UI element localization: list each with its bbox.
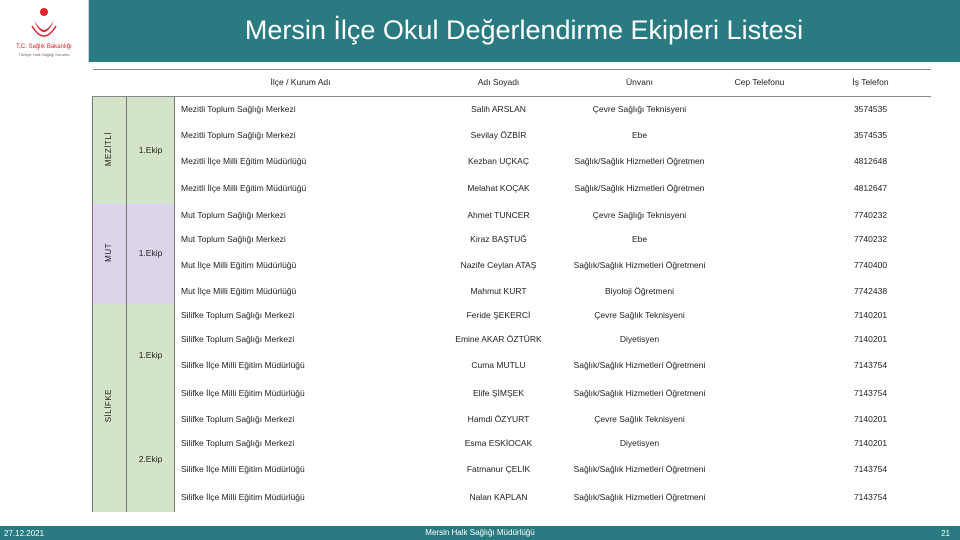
is-cell: 4812647 (853, 183, 888, 194)
ad-cell: Feride ŞEKERCİ (466, 309, 531, 320)
unvan-cell: Sağlık/Sağlık Hizmetleri Öğretmen (574, 155, 705, 166)
is-cell: 7143754 (853, 491, 888, 502)
is-cell: 7740232 (853, 233, 888, 244)
ad-cell: Fatmanur ÇELİK (466, 463, 531, 474)
table-row (93, 97, 931, 123)
cep-cell (709, 123, 811, 149)
team-table-container (92, 69, 930, 509)
kurum-cell: Silifke Toplum Sağlığı Merkezi (181, 333, 295, 344)
is-cell: 4812648 (853, 155, 888, 166)
table-row (93, 484, 931, 512)
is-cell: 7740232 (853, 209, 888, 220)
kurum-cell: Mut İlçe Milli Eğitim Müdürlüğü (181, 285, 297, 296)
is-cell: 7140201 (853, 437, 888, 448)
ad-cell: Hamdi ÖZYURT (467, 413, 530, 424)
table-row (93, 432, 931, 456)
header-ad: Adı Soyadı (427, 70, 571, 97)
footer-bar (0, 526, 960, 540)
unvan-cell: Sağlık/Sağlık Hizmetleri Öğretmeni (573, 387, 706, 398)
header-cep: Cep Telefonu (709, 70, 811, 97)
unvan-cell: Çevre Sağlık Teknisyeni (594, 413, 685, 424)
kurum-cell: Silifke Toplum Sağlığı Merkezi (181, 413, 295, 424)
is-cell: 7143754 (853, 387, 888, 398)
table-row (93, 149, 931, 175)
page-number: 21 (941, 529, 950, 538)
logo-text: T.C. Sağlık Bakanlığı (16, 44, 72, 50)
cep-cell (709, 408, 811, 432)
header-kurum: İlçe / Kurum Adı (175, 70, 427, 97)
cep-cell (709, 352, 811, 380)
district-cell (93, 97, 127, 204)
unvan-cell: Sağlık/Sağlık Hizmetleri Öğretmeni (573, 359, 706, 370)
is-cell: 7742438 (853, 285, 888, 296)
header-bar (0, 0, 960, 62)
unvan-cell: Diyetisyen (619, 333, 660, 344)
kurum-cell: Mezitli İlçe Milli Eğitim Müdürlüğü (181, 155, 307, 166)
is-cell: 3574535 (853, 104, 888, 115)
table-row (93, 204, 931, 228)
header-is: İş Telefon (811, 70, 931, 97)
is-cell: 7140201 (853, 309, 888, 320)
cep-cell (709, 432, 811, 456)
kurum-cell: Mezitli Toplum Sağlığı Merkezi (181, 129, 296, 140)
table-row (93, 228, 931, 252)
district-cell (93, 304, 127, 512)
cep-cell (709, 328, 811, 352)
table-row (93, 380, 931, 408)
ad-cell: Sevilay ÖZBİR (470, 129, 527, 140)
cep-cell (709, 456, 811, 484)
is-cell: 7143754 (853, 463, 888, 474)
unvan-cell: Çevre Sağlığı Teknisyeni (592, 209, 687, 220)
unvan-cell: Ebe (631, 129, 648, 140)
table-row (93, 456, 931, 484)
is-cell: 7143754 (853, 359, 888, 370)
kurum-cell: Mezitli İlçe Milli Eğitim Müdürlüğü (181, 183, 307, 194)
table-header-row (93, 70, 931, 97)
team-label: 1.Ekip (127, 304, 175, 408)
unvan-cell: Sağlık/Sağlık Hizmetleri Öğretmeni (573, 259, 706, 270)
table-row (93, 252, 931, 280)
team-label: 1.Ekip (127, 97, 175, 204)
ad-cell: Nazife Ceylan ATAŞ (460, 259, 537, 270)
unvan-cell: Sağlık/Sağlık Hizmetleri Öğretmeni (573, 463, 706, 474)
team-label: 2.Ekip (127, 408, 175, 512)
unvan-cell: Çevre Sağlık Teknisyeni (594, 309, 685, 320)
footer-organization: Mersin Halk Sağlığı Müdürlüğü (425, 528, 535, 537)
table-row (93, 352, 931, 380)
header-blank (93, 70, 175, 97)
cep-cell (709, 380, 811, 408)
cep-cell (709, 484, 811, 512)
header-unvan: Ünvanı (571, 70, 709, 97)
ad-cell: Elife ŞİMŞEK (472, 387, 525, 398)
ad-cell: Salih ARSLAN (471, 104, 526, 115)
ad-cell: Emine AKAR ÖZTÜRK (455, 333, 542, 344)
kurum-cell: Silifke İlçe Milli Eğitim Müdürlüğü (181, 387, 305, 398)
kurum-cell: Silifke İlçe Milli Eğitim Müdürlüğü (181, 463, 305, 474)
kurum-cell: Mut Toplum Sağlığı Merkezi (181, 233, 286, 244)
unvan-cell: Sağlık/Sağlık Hizmetleri Öğretmeni (573, 491, 706, 502)
ad-cell: Cuma MUTLU (471, 359, 526, 370)
ad-cell: Kiraz BAŞTUĞ (470, 233, 527, 244)
unvan-cell: Sağlık/Sağlık Hizmetleri Öğretmen (574, 183, 705, 194)
district-label: SİLİFKE (104, 389, 114, 423)
kurum-cell: Mut Toplum Sağlığı Merkezi (181, 209, 286, 220)
unvan-cell: Çevre Sağlığı Teknisyeni (592, 104, 687, 115)
kurum-cell: Silifke İlçe Milli Eğitim Müdürlüğü (181, 359, 305, 370)
district-cell (93, 204, 127, 304)
cep-cell (709, 304, 811, 328)
logo-subtext: Türkiye Halk Sağlığı Kurumu (18, 52, 70, 57)
kurum-cell: Mezitli Toplum Sağlığı Merkezi (181, 104, 296, 115)
is-cell: 7140201 (853, 333, 888, 344)
is-cell: 7740400 (853, 259, 888, 270)
district-label: MEZİTLİ (104, 131, 114, 166)
is-cell: 3574535 (853, 129, 888, 140)
unvan-cell: Ebe (631, 233, 648, 244)
cep-cell (709, 204, 811, 228)
table-row (93, 123, 931, 149)
ad-cell: Esma ESKİOCAK (464, 437, 533, 448)
cep-cell (709, 149, 811, 175)
unvan-cell: Biyoloji Öğretmeni (605, 285, 674, 296)
team-table (92, 69, 931, 512)
ad-cell: Melahat KOÇAK (467, 183, 530, 194)
table-row (93, 408, 931, 432)
ad-cell: Nalan KAPLAN (469, 491, 528, 502)
kurum-cell: Mut İlçe Milli Eğitim Müdürlüğü (181, 259, 297, 270)
kurum-cell: Silifke Toplum Sağlığı Merkezi (181, 437, 295, 448)
cep-cell (709, 280, 811, 304)
table-row (93, 328, 931, 352)
footer-date: 27.12.2021 (4, 529, 45, 538)
district-label: MUT (104, 242, 114, 262)
ad-cell: Ahmet TUNCER (467, 209, 530, 220)
logo (0, 0, 89, 62)
table-row (93, 280, 931, 304)
kurum-cell: Silifke İlçe Milli Eğitim Müdürlüğü (181, 491, 305, 502)
page-title: Mersin İlçe Okul Değerlendirme Ekipleri Listesi (244, 15, 804, 45)
kurum-cell: Silifke Toplum Sağlığı Merkezi (181, 309, 295, 320)
unvan-cell: Diyetisyen (619, 437, 660, 448)
cep-cell (709, 228, 811, 252)
team-label: 1.Ekip (127, 204, 175, 304)
cep-cell (709, 97, 811, 123)
table-row (93, 304, 931, 328)
cep-cell (709, 252, 811, 280)
ad-cell: Mahmut KURT (470, 285, 527, 296)
ministry-logo-icon (30, 6, 58, 42)
is-cell: 7140201 (853, 413, 888, 424)
ad-cell: Kezban UÇKAÇ (468, 155, 529, 166)
table-row (93, 175, 931, 204)
cep-cell (709, 175, 811, 204)
